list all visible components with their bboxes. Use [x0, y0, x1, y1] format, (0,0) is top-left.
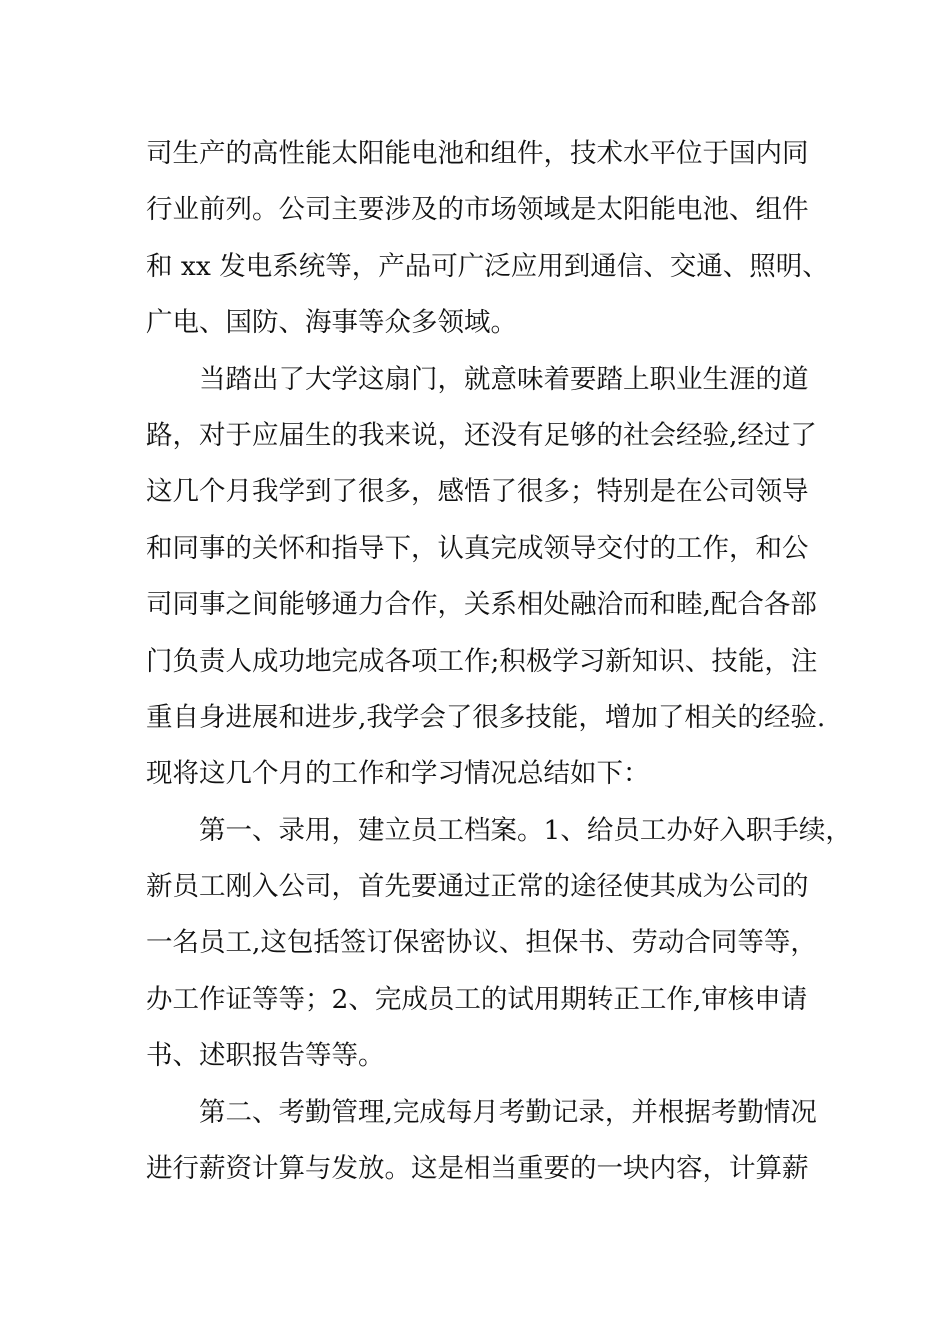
paragraph-first-line: 第一、录用，建立员工档案。1、给员工办好入职手续， — [199, 814, 852, 846]
text-line: 司生产的高性能太阳能电池和组件，技术水平位于国内同 — [146, 138, 809, 169]
text-line: 办工作证等等；2、完成员工的试用期转正工作,审核申请 — [146, 983, 808, 1015]
text-line: 和 xx 发电系统等，产品可广泛应用到通信、交通、照明、 — [146, 250, 829, 282]
paragraph-first-line: 第二、考勤管理,完成每月考勤记录，并根据考勤情况 — [199, 1096, 817, 1128]
text-line: 门负责人成功地完成各项工作;积极学习新知识、技能，注 — [146, 645, 818, 677]
text-line: 行业前列。公司主要涉及的市场领域是太阳能电池、组件 — [146, 194, 809, 226]
paragraph-first-line: 当踏出了大学这扇门，就意味着要踏上职业生涯的道 — [199, 363, 809, 395]
text-line: 广电、国防、海事等众多领域。 — [146, 307, 517, 339]
text-line: 进行薪资计算与发放。这是相当重要的一块内容，计算薪 — [146, 1153, 809, 1185]
text-line: 路，对于应届生的我来说，还没有足够的社会经验,经过了 — [146, 419, 817, 451]
text-line: 新员工刚入公司，首先要通过正常的途径使其成为公司的 — [146, 871, 809, 903]
text-line: 和同事的关怀和指导下，认真完成领导交付的工作，和公 — [146, 532, 809, 564]
text-line: 现将这几个月的工作和学习情况总结如下： — [146, 758, 650, 790]
text-line: 书、述职报告等等。 — [146, 1040, 385, 1072]
text-line: 重自身进展和进步,我学会了很多技能，增加了相关的经验. — [146, 701, 826, 733]
text-line: 这几个月我学到了很多，感悟了很多；特别是在公司领导 — [146, 476, 809, 508]
text-line: 一名员工,这包括签订保密协议、担保书、劳动合同等等， — [146, 927, 817, 959]
text-line: 司同事之间能够通力合作，关系相处融洽而和睦,配合各部 — [146, 589, 817, 621]
document-body — [146, 126, 852, 1197]
